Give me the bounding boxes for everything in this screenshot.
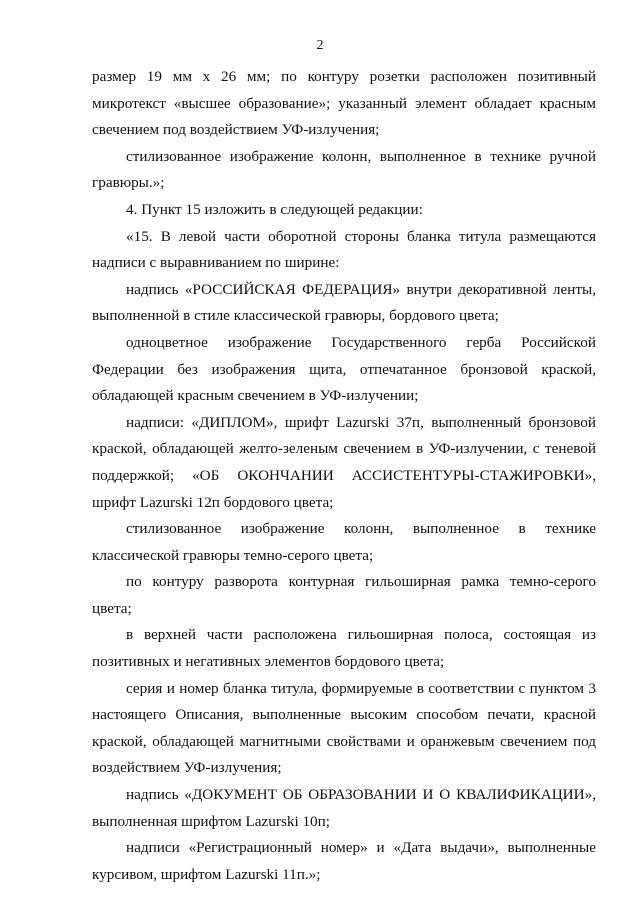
paragraph-guilloche-strip: в верхней части расположена гильоширная полоса, состоящая из позитивных и негативных элементов бордового цвета; xyxy=(92,626,596,671)
paragraph-columns-classic-engraving: стилизованное изображение колонн, выполненное в технике классической гравюры темно-серого цвета; xyxy=(92,520,596,564)
paragraph-diploma-inscription: надписи: «ДИПЛОМ», шрифт Lazurski 37п, выполненный бронзовой краской, обладающей желто-зеленым свечением в УФ-излучении, с теневой поддержкой; «ОБ ОКОНЧАНИИ АССИСТЕНТУРЫ-СТАЖИРОВКИ», шрифт Lazurski 12п бордового цвета; xyxy=(92,413,596,511)
paragraph-registration-date: надписи «Регистрационный номер» и «Дата выдачи», выполненные курсивом, шрифтом Lazurski 11п.»; xyxy=(92,839,596,883)
paragraph-item-4: 4. Пункт 15 изложить в следующей редакции: xyxy=(126,200,423,218)
paragraph-document-inscription: надпись «ДОКУМЕНТ ОБ ОБРАЗОВАНИИ И О КВАЛИФИКАЦИИ», выполненная шрифтом Lazurski 10п; xyxy=(92,786,596,830)
paragraph-columns-hand-engraving: стилизованное изображение колонн, выполненное в технике ручной гравюры.»; xyxy=(92,147,596,192)
paragraph-item-15: «15. В левой части оборотной стороны бланка титула размещаются надписи с выравниванием по ширине: xyxy=(92,227,596,272)
paragraph-series-number: серия и номер бланка титула, формируемые в соответствии с пунктом 3 настоящего Описания, выполненные высоким способом печати, красной краской, обладающей магнитными свойствами и оранжевым свечением под воздействием УФ-излучения; xyxy=(92,679,596,777)
paragraph-coat-of-arms: одноцветное изображение Государственного герба Российской Федерации без изображения щита, отпечатанное бронзовой краской, обладающей красным свечением в УФ-излучении; xyxy=(92,333,596,405)
document-body xyxy=(92,64,596,888)
paragraph-guilloche-frame: по контуру разворота контурная гильоширная рамка темно-серого цвета; xyxy=(92,573,596,617)
paragraph-size-microtext: размер 19 мм х 26 мм; по контуру розетки расположен позитивный микротекст «высшее образование»; указанный элемент обладает красным свечением под воздействием УФ-излучения; xyxy=(92,68,596,139)
page-number: 2 xyxy=(316,38,324,53)
paragraph-russian-federation-inscription: надпись «РОССИЙСКАЯ ФЕДЕРАЦИЯ» внутри декоративной ленты, выполненной в стиле классической гравюры, бордового цвета; xyxy=(92,280,596,325)
